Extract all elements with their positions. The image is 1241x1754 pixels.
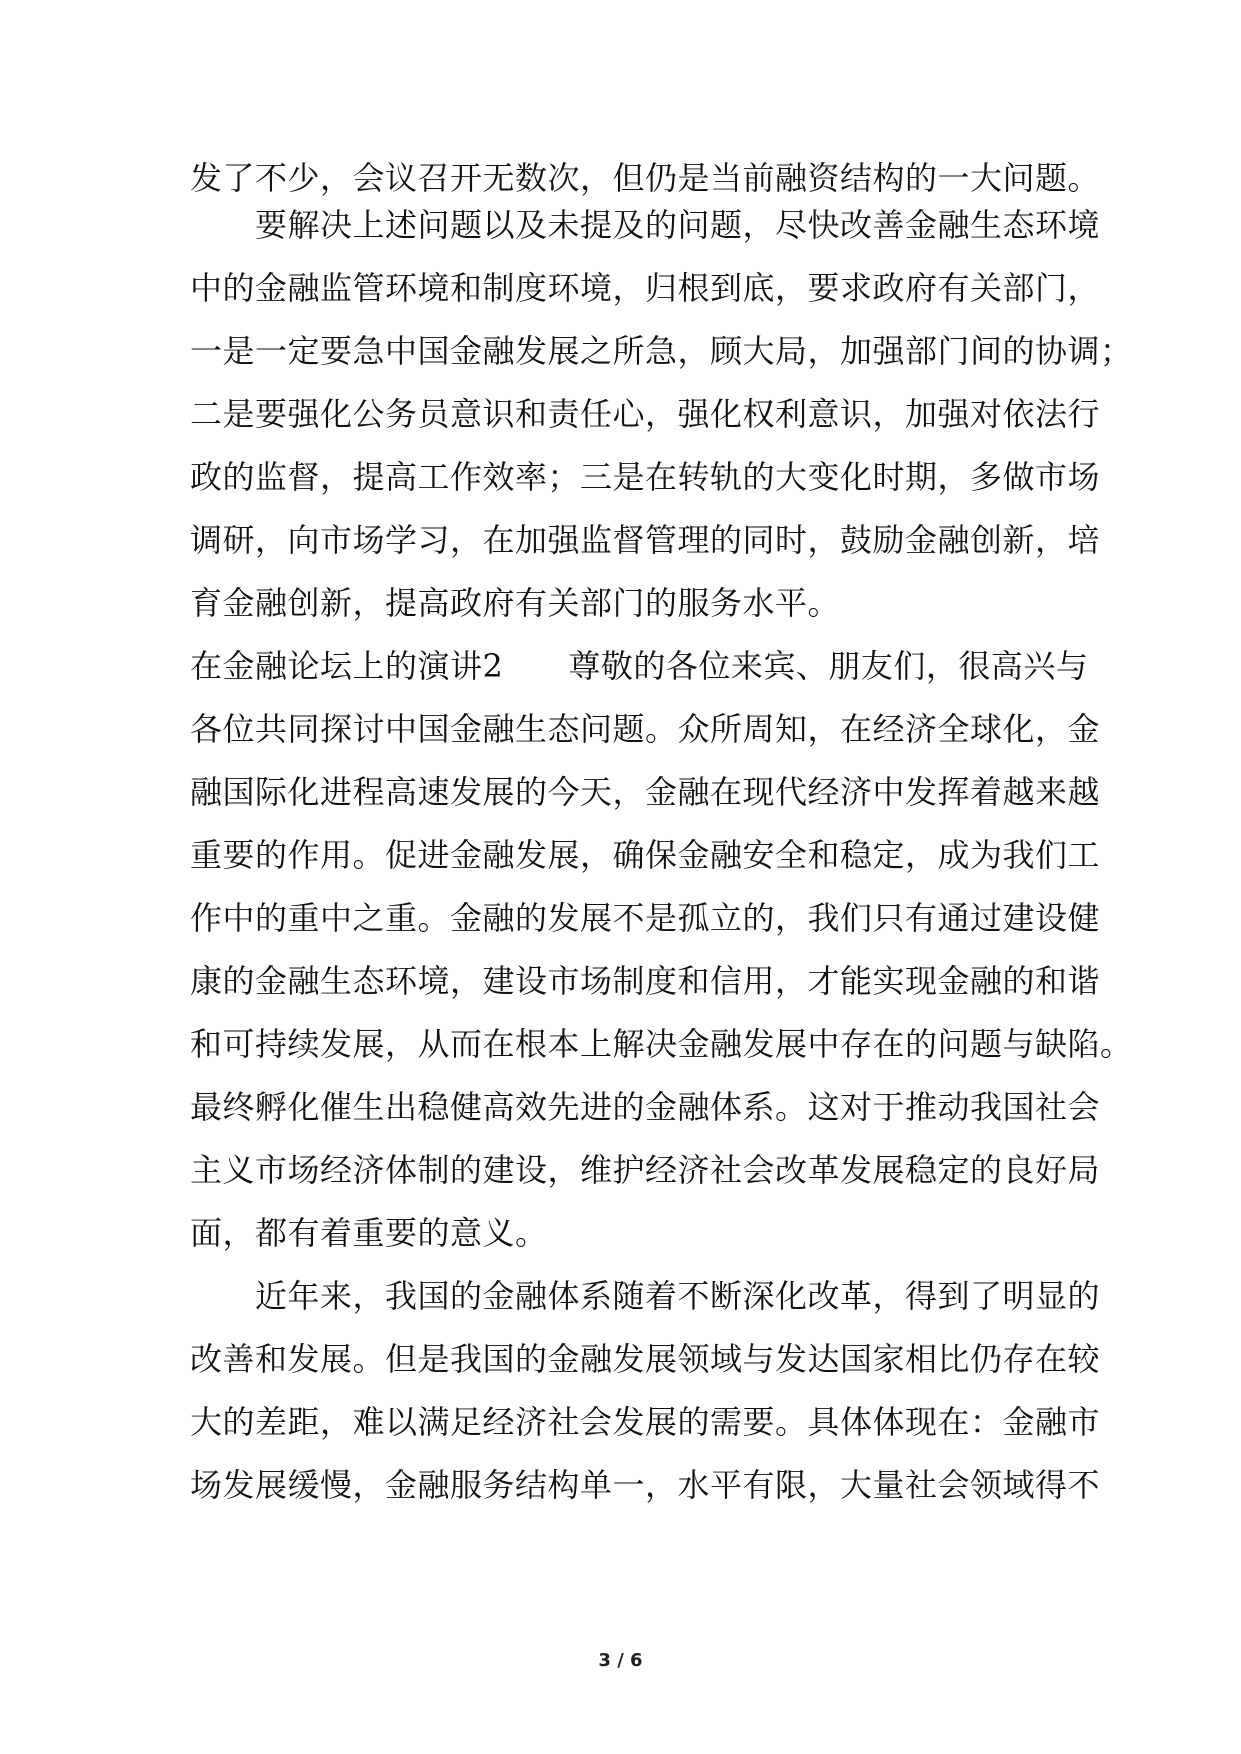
text-line: 面，都有着重要的意义。 (190, 1214, 548, 1252)
text-line: 各位共同探讨中国金融生态问题。众所周知，在经济全球化，金 (190, 710, 1101, 748)
text-line: 近年来，我国的金融体系随着不断深化改革，得到了明显的 (190, 1277, 1101, 1315)
text-line: 要解决上述问题以及未提及的问题，尽快改善金融生态环境 (190, 206, 1101, 244)
text-line: 育金融创新，提高政府有关部门的服务水平。 (190, 584, 841, 622)
section-heading-line: 在金融论坛上的演讲2 尊敬的各位来宾、朋友们，很高兴与 (190, 647, 1089, 685)
text-line: 发了不少，会议召开无数次，但仍是当前融资结构的一大问题。 (190, 159, 1101, 197)
text-line: 作中的重中之重。金融的发展不是孤立的，我们只有通过建设健 (190, 899, 1101, 937)
text-line: 和可持续发展，从而在根本上解决金融发展中存在的问题与缺陷。 (190, 1025, 1133, 1063)
text-line: 调研，向市场学习，在加强监督管理的同时，鼓励金融创新，培 (190, 521, 1101, 559)
text-line: 融国际化进程高速发展的今天，金融在现代经济中发挥着越来越 (190, 773, 1101, 811)
text-line: 改善和发展。但是我国的金融发展领域与发达国家相比仍存在较 (190, 1340, 1101, 1378)
text-line: 一是一定要急中国金融发展之所急，顾大局，加强部门间的协调； (190, 332, 1133, 370)
text-line: 最终孵化催生出稳健高效先进的金融体系。这对于推动我国社会 (190, 1088, 1101, 1126)
text-line: 康的金融生态环境，建设市场制度和信用，才能实现金融的和谐 (190, 962, 1101, 1000)
text-line: 大的差距，难以满足经济社会发展的需要。具体体现在：金融市 (190, 1403, 1101, 1441)
text-line: 中的金融监管环境和制度环境，归根到底，要求政府有关部门， (190, 269, 1101, 307)
text-line: 政的监督，提高工作效率；三是在转轨的大变化时期，多做市场 (190, 458, 1101, 496)
text-line: 二是要强化公务员意识和责任心，强化权利意识，加强对依法行 (190, 395, 1101, 433)
page-number: 3 / 6 (598, 1650, 643, 1671)
text-line: 重要的作用。促进金融发展，确保金融安全和稳定，成为我们工 (190, 836, 1101, 874)
text-line: 场发展缓慢，金融服务结构单一，水平有限，大量社会领域得不 (190, 1466, 1101, 1504)
text-line: 主义市场经济体制的建设，维护经济社会改革发展稳定的良好局 (190, 1151, 1101, 1189)
